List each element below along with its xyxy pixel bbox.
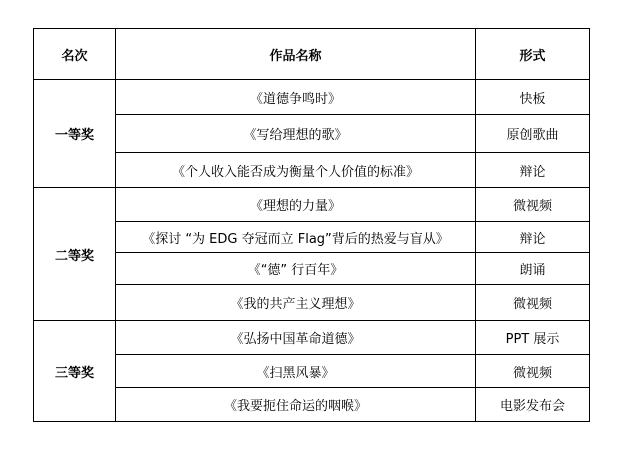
table-row: [34, 321, 590, 355]
table-row: [34, 80, 590, 115]
form-cell: 辩论: [476, 153, 590, 188]
title-cell: 《扫黑风暴》: [116, 355, 476, 388]
title-cell: 《写给理想的歌》: [116, 115, 476, 153]
awards-table: [33, 28, 590, 422]
title-cell: 《理想的力量》: [116, 188, 476, 222]
table-row: [34, 153, 590, 188]
rank-cell: 三等奖: [34, 321, 116, 422]
table-row: [34, 253, 590, 285]
rank-cell: 二等奖: [34, 188, 116, 321]
rank-cell: 一等奖: [34, 80, 116, 188]
title-cell: 《探讨 “为 EDG 夺冠而立 Flag”背后的热爱与盲从》: [116, 222, 476, 253]
form-cell: PPT 展示: [476, 321, 590, 355]
table-row: [34, 355, 590, 388]
table-row: [34, 388, 590, 422]
form-cell: 微视频: [476, 188, 590, 222]
table-row: [34, 115, 590, 153]
form-cell: 快板: [476, 80, 590, 115]
table-row: [34, 222, 590, 253]
title-cell: 《我的共产主义理想》: [116, 285, 476, 321]
header-row: [34, 29, 590, 80]
title-cell: 《个人收入能否成为衡量个人价值的标准》: [116, 153, 476, 188]
form-cell: 辩论: [476, 222, 590, 253]
title-cell: 《“德” 行百年》: [116, 253, 476, 285]
title-cell: 《我要扼住命运的咽喉》: [116, 388, 476, 422]
header-rank: 名次: [34, 29, 116, 80]
header-title: 作品名称: [116, 29, 476, 80]
form-cell: 朗诵: [476, 253, 590, 285]
table-row: [34, 285, 590, 321]
title-cell: 《道德争鸣时》: [116, 80, 476, 115]
form-cell: 微视频: [476, 285, 590, 321]
table-row: [34, 188, 590, 222]
form-cell: 原创歌曲: [476, 115, 590, 153]
header-form: 形式: [476, 29, 590, 80]
form-cell: 微视频: [476, 355, 590, 388]
title-cell: 《弘扬中国革命道德》: [116, 321, 476, 355]
form-cell: 电影发布会: [476, 388, 590, 422]
